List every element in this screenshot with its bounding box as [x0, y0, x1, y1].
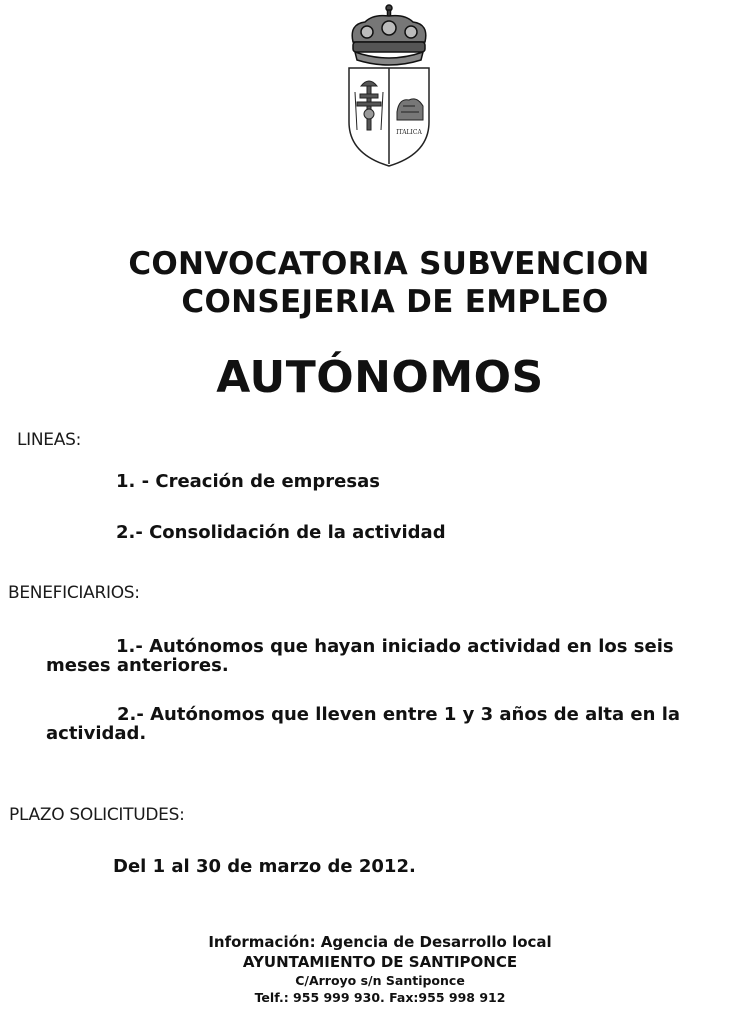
page-title: AUTÓNOMOS	[216, 352, 544, 403]
footer-org: AYUNTAMIENTO DE SANTIPONCE	[242, 953, 518, 971]
coat-of-arms-icon	[343, 2, 435, 168]
footer-address: C/Arroyo s/n Santiponce	[295, 973, 465, 988]
title-consejeria: CONSEJERIA DE EMPLEO	[181, 284, 609, 320]
beneficiarios-item-1-line1: 1.- Autónomos que hayan iniciado actividad en los seis	[116, 636, 674, 657]
plazo-value: Del 1 al 30 de marzo de 2012.	[113, 856, 416, 877]
beneficiarios-item-2-line1: 2.- Autónomos que lleven entre 1 y 3 años de alta en la	[117, 704, 681, 725]
lineas-label: LINEAS:	[17, 430, 81, 450]
beneficiarios-item-1-line2: meses anteriores.	[46, 655, 229, 676]
crown-icon	[352, 5, 426, 65]
title-convocatoria: CONVOCATORIA SUBVENCION	[128, 246, 650, 282]
svg-text:ITALICA: ITALICA	[396, 129, 422, 136]
footer-phone: Telf.: 955 999 930. Fax:955 998 912	[254, 990, 506, 1005]
lineas-item-1: 1. - Creación de empresas	[116, 471, 380, 492]
beneficiarios-item-2-line2: actividad.	[46, 723, 147, 744]
lineas-item-2: 2.- Consolidación de la actividad	[116, 522, 446, 543]
beneficiarios-label: BENEFICIARIOS:	[8, 583, 140, 603]
footer-info: Información: Agencia de Desarrollo local	[208, 933, 552, 951]
plazo-label: PLAZO SOLICITUDES:	[9, 805, 185, 825]
